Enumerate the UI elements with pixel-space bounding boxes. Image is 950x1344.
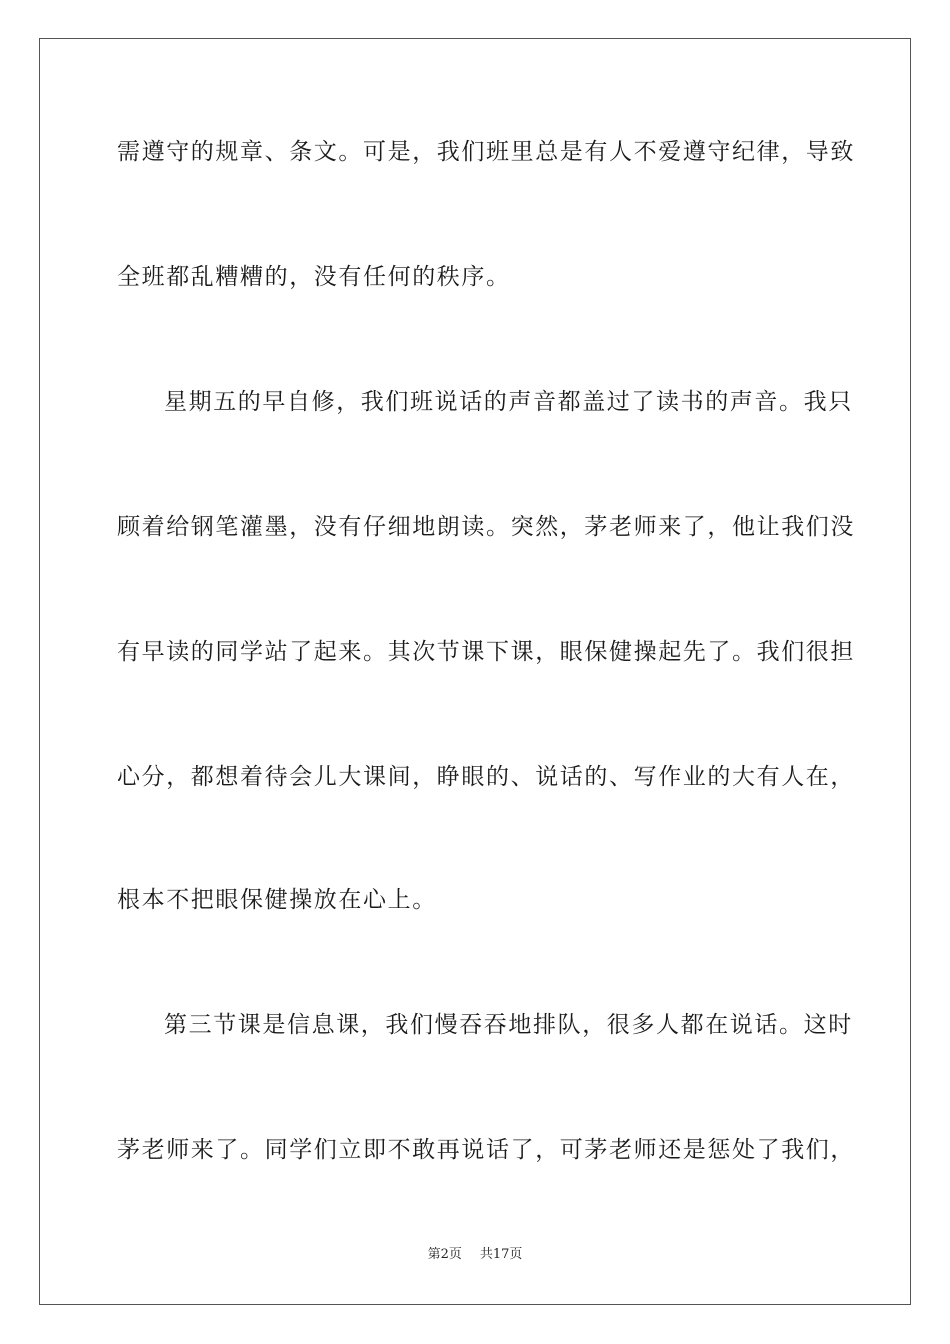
page-border [39,38,911,1305]
page-number: 第2页 [427,1247,462,1262]
paragraph-line: 有早读的同学站了起来。其次节课下课，眼保健操起先了。我们很担 [117,639,855,665]
paragraph-line: 心分，都想着待会儿大课间，睁眼的、说话的、写作业的大有人在， [117,764,855,790]
paragraph-line: 根本不把眼保健操放在心上。 [117,887,437,913]
paragraph-line: 需遵守的规章、条文。可是，我们班里总是有人不爱遵守纪律，导致 [117,139,855,165]
paragraph-line: 第三节课是信息课，我们慢吞吞地排队，很多人都在说话。这时 [164,1012,853,1038]
paragraph-line: 顾着给钢笔灌墨，没有仔细地朗读。突然，茅老师来了，他让我们没 [117,514,855,540]
paragraph-line: 星期五的早自修，我们班说话的声音都盖过了读书的声音。我只 [164,389,853,415]
page-footer [0,1246,950,1264]
page-total: 共17页 [479,1247,523,1262]
paragraph-line: 茅老师来了。同学们立即不敢再说话了，可茅老师还是惩处了我们， [117,1137,855,1163]
paragraph-line: 全班都乱糟糟的，没有任何的秩序。 [117,264,511,290]
